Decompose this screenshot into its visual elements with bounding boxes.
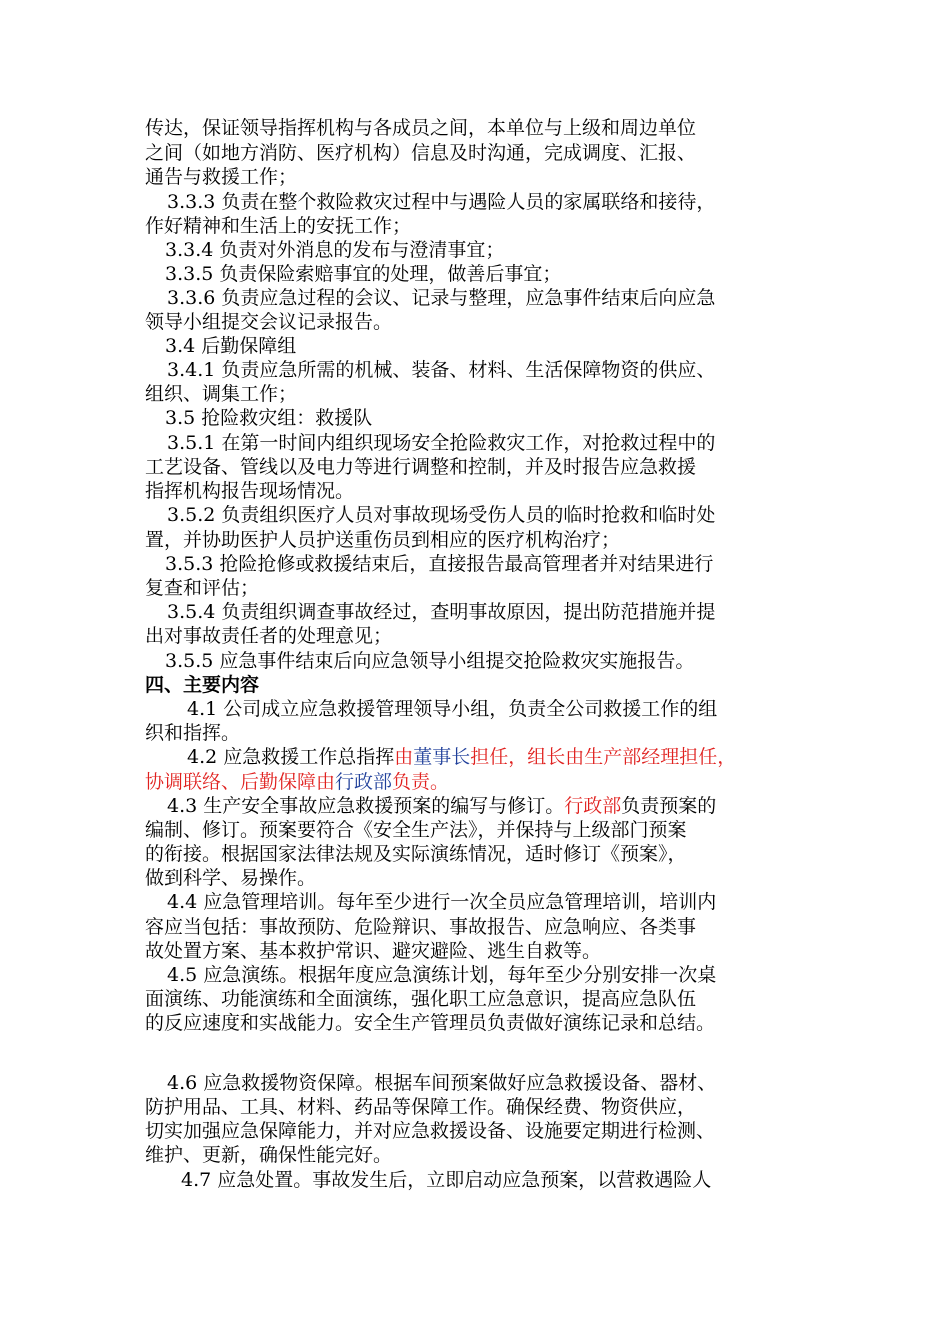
text-segment: 领导小组提交会议记录报告。 bbox=[145, 311, 393, 333]
text-line bbox=[145, 915, 696, 939]
text-line bbox=[167, 358, 715, 382]
text-segment: 的衔接。根据国家法律法规及实际演练情况，适时修订《预案》， bbox=[145, 843, 687, 865]
text-line bbox=[145, 165, 297, 189]
text-line bbox=[167, 286, 715, 310]
text-segment: 作好精神和生活上的安抚工作； bbox=[145, 215, 412, 237]
text-segment: 4.3 生产安全事故应急救援预案的编写与修订。 bbox=[167, 795, 565, 817]
text-segment: 切实加强应急保障能力，并对应急救援设备、设施要定期进行检测、 bbox=[145, 1120, 716, 1142]
text-line bbox=[167, 190, 715, 214]
text-segment: 3.5.3 抢险抢修或救援结束后，直接报告最高管理者并对结果进行 bbox=[165, 553, 714, 575]
text-segment: 4.1 公司成立应急救援管理领导小组，负责全公司救援工作的组 bbox=[187, 698, 718, 720]
highlight-red: 行政部 bbox=[564, 795, 622, 817]
text-segment: 出对事故责任者的处理意见； bbox=[145, 625, 393, 647]
text-line bbox=[145, 382, 297, 406]
text-segment: 3.3.3 负责在整个救险救灾过程中与遇险人员的家属联络和接待， bbox=[167, 191, 716, 213]
text-line bbox=[145, 141, 696, 165]
text-line bbox=[165, 552, 713, 576]
text-line bbox=[187, 745, 736, 769]
text-segment: 通告与救援工作； bbox=[145, 166, 298, 188]
text-segment: 3.5.2 负责组织医疗人员对事故现场受伤人员的临时抢救和临时处 bbox=[167, 504, 716, 526]
text-segment: 工艺设备、管线以及电力等进行调整和控制，并及时报告应急救援 bbox=[145, 456, 697, 478]
text-line bbox=[167, 1071, 716, 1095]
text-line bbox=[167, 890, 716, 914]
text-line bbox=[167, 963, 716, 987]
text-line bbox=[145, 939, 601, 963]
text-line bbox=[165, 262, 561, 286]
text-segment: 3.3.5 负责保险索赔事宜的处理，做善后事宜； bbox=[165, 263, 562, 285]
highlight-blue: 董事长 bbox=[413, 746, 471, 768]
text-segment: 3.5.1 在第一时间内组织现场安全抢险救灾工作，对抢救过程中的 bbox=[167, 432, 716, 454]
highlight-red: 协调联络、后勤保障由 bbox=[145, 771, 336, 793]
text-line bbox=[145, 528, 620, 552]
text-line bbox=[167, 600, 715, 624]
text-segment: 组织、调集工作； bbox=[145, 383, 298, 405]
text-segment: 3.4.1 负责应急所需的机械、装备、材料、生活保障物资的供应、 bbox=[167, 359, 716, 381]
text-segment: 容应当包括：事故预防、危险辩识、事故报告、应急响应、各类事 bbox=[145, 916, 697, 938]
text-segment: 3.4 后勤保障组 bbox=[165, 335, 297, 357]
text-segment: 3.3.6 负责应急过程的会议、记录与整理，应急事件结束后向应急 bbox=[167, 287, 716, 309]
text-line bbox=[145, 310, 392, 334]
text-line bbox=[167, 503, 715, 527]
highlight-red: 由 bbox=[394, 746, 414, 768]
text-line bbox=[145, 479, 354, 503]
text-line bbox=[145, 116, 696, 140]
text-segment: 织和指挥。 bbox=[145, 722, 241, 744]
text-segment: 面演练、功能演练和全面演练，强化职工应急意识，提高应急队伍 bbox=[145, 988, 697, 1010]
text-segment: 编制、修订。预案要符合《安全生产法》，并保持与上级部门预案 bbox=[145, 819, 687, 841]
text-line bbox=[145, 1143, 392, 1167]
text-line bbox=[145, 842, 687, 866]
text-segment: 3.5.4 负责组织调查事故经过，查明事故原因，提出防范措施并提 bbox=[167, 601, 716, 623]
text-segment: 4.7 应急处置。事故发生后，立即启动应急预案，以营救遇险人 bbox=[181, 1169, 712, 1191]
highlight-blue: 行政部 bbox=[335, 771, 393, 793]
text-line bbox=[181, 1168, 711, 1192]
text-line bbox=[145, 1095, 696, 1119]
text-line bbox=[145, 1119, 715, 1143]
text-segment: 的反应速度和实战能力。安全生产管理员负责做好演练记录和总结。 bbox=[145, 1012, 716, 1034]
text-segment: 4.2 应急救援工作总指挥 bbox=[187, 746, 395, 768]
text-segment: 指挥机构报告现场情况。 bbox=[145, 480, 355, 502]
text-segment: 维护、更新，确保性能完好。 bbox=[145, 1144, 393, 1166]
text-line bbox=[145, 576, 259, 600]
text-line bbox=[145, 455, 696, 479]
text-segment: 做到科学、易操作。 bbox=[145, 867, 317, 889]
text-segment: 复查和评估； bbox=[145, 577, 260, 599]
text-segment: 防护用品、工具、材料、药品等保障工作。确保经费、物资供应， bbox=[145, 1096, 697, 1118]
text-line bbox=[145, 770, 449, 794]
text-segment: 四、主要内容 bbox=[145, 674, 260, 696]
text-line bbox=[145, 987, 696, 1011]
text-segment: 4.4 应急管理培训。每年至少进行一次全员应急管理培训，培训内 bbox=[167, 891, 717, 913]
text-segment: 之间（如地方消防、医疗机构）信息及时沟通，完成调度、汇报、 bbox=[145, 142, 697, 164]
text-line bbox=[145, 624, 392, 648]
text-line bbox=[145, 818, 687, 842]
text-line bbox=[165, 334, 296, 358]
text-line bbox=[167, 431, 715, 455]
text-segment: 负责预案的 bbox=[621, 795, 717, 817]
text-line bbox=[187, 697, 717, 721]
text-segment: 传达，保证领导指挥机构与各成员之间，本单位与上级和周边单位 bbox=[145, 117, 697, 139]
text-line bbox=[145, 866, 316, 890]
text-segment: 故处置方案、基本救护常识、避灾避险、逃生自救等。 bbox=[145, 940, 602, 962]
text-line bbox=[145, 214, 411, 238]
text-segment: 4.6 应急救援物资保障。根据车间预案做好应急救援设备、器材、 bbox=[167, 1072, 717, 1094]
section-heading bbox=[145, 673, 259, 697]
text-segment: 3.3.4 负责对外消息的发布与澄清事宜； bbox=[165, 239, 505, 261]
text-line bbox=[145, 721, 240, 745]
text-segment: 3.5 抢险救灾组：救援队 bbox=[165, 407, 373, 429]
text-line bbox=[167, 794, 716, 818]
text-line bbox=[165, 649, 694, 673]
text-line bbox=[145, 1011, 715, 1035]
highlight-red: 担任，组长由生产部经理担任， bbox=[470, 746, 737, 768]
text-line bbox=[165, 406, 372, 430]
highlight-red: 负责。 bbox=[392, 771, 450, 793]
text-segment: 4.5 应急演练。根据年度应急演练计划，每年至少分别安排一次桌 bbox=[167, 964, 717, 986]
text-line bbox=[165, 238, 504, 262]
text-segment: 置，并协助医护人员护送重伤员到相应的医疗机构治疗； bbox=[145, 529, 621, 551]
text-segment: 3.5.5 应急事件结束后向应急领导小组提交抢险救灾实施报告。 bbox=[165, 650, 695, 672]
